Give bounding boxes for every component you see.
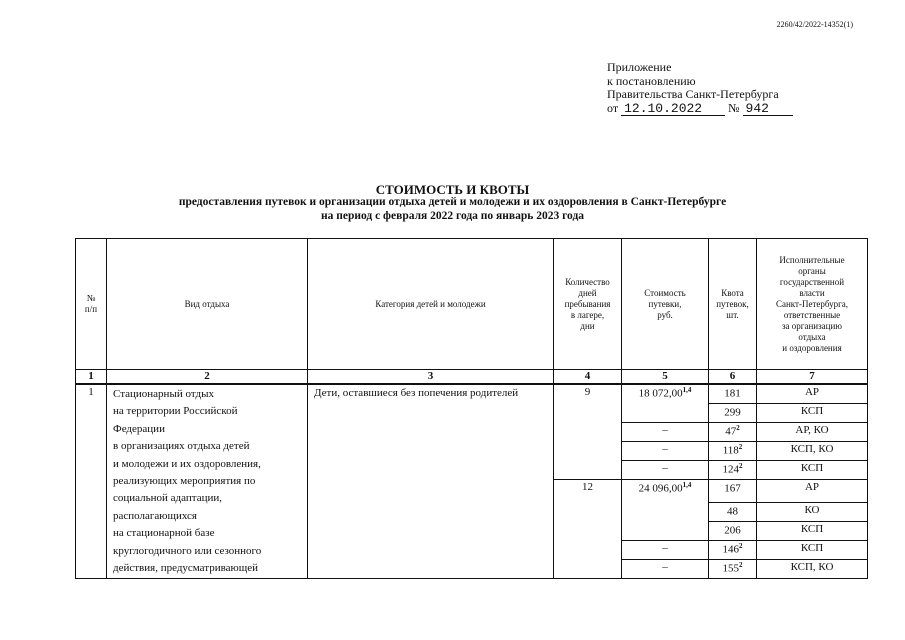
quota-value: 118 — [722, 444, 739, 457]
appendix-line-2: к постановлению — [607, 73, 696, 88]
appendix-line-3: Правительства Санкт-Петербурга — [607, 87, 779, 101]
quota-cell — [709, 461, 757, 480]
quota-value: 124 — [722, 463, 739, 476]
cost-cell-b — [622, 480, 709, 541]
cost-quota-table — [75, 238, 868, 579]
cost-dash-cell: – — [622, 541, 709, 560]
authority-cell: КСП — [757, 541, 868, 560]
authority-cell: КО — [757, 503, 868, 522]
header-row — [76, 239, 868, 370]
quota-value: 48 — [727, 506, 738, 519]
quota-footnote: 2 — [739, 462, 743, 470]
quota-value: 206 — [724, 525, 741, 538]
quota-value: 299 — [724, 406, 741, 419]
number-label: № — [728, 100, 740, 115]
authority-cell: КСП, КО — [757, 442, 868, 461]
quota-value: 47 — [725, 425, 737, 438]
doc-title: СТОИМОСТЬ И КВОТЫ — [375, 182, 530, 197]
table-row — [76, 384, 868, 404]
decree-number: 942 — [743, 102, 793, 117]
appendix-line-1: Приложение — [607, 60, 672, 74]
header-category: Категория детей и молодежи — [308, 239, 554, 370]
doc-subtitle-1: предоставления путевок и организации отдыха детей и молодежи и их оздоровления в Санкт-Петербурге — [178, 196, 727, 208]
quota-cell — [709, 503, 757, 522]
quota-cell — [709, 480, 757, 503]
cost-cell-a — [622, 384, 709, 423]
quota-cell — [709, 560, 757, 579]
rest-type-cell: Стационарный отдых на территории Российской Федерации в организациях отдыха детей и молодежи и их оздоровления, реализующих мероприятия по социальной адаптации, располагающихся на стационарной базе круглогодичного или сезонного действия, предусматривающей — [107, 384, 308, 579]
cost-a-footnote: 1,4 — [682, 386, 692, 394]
quota-value: 146 — [722, 544, 739, 557]
cost-dash-cell: – — [622, 560, 709, 579]
category-cell: Дети, оставшиеся без попечения родителей — [308, 384, 554, 579]
authority-cell: АР, КО — [757, 423, 868, 442]
quota-footnote: 2 — [739, 542, 743, 551]
quota-footnote: 2 — [736, 424, 740, 432]
quota-cell — [709, 522, 757, 541]
quota-cell — [709, 423, 757, 442]
quota-value: 155 — [722, 563, 739, 576]
from-label: от — [607, 100, 619, 115]
col-num-5: 5 — [622, 370, 709, 385]
cost-dash-cell: – — [622, 461, 709, 480]
authority-cell: АР — [757, 480, 868, 503]
col-num-1: 1 — [76, 370, 107, 385]
col-num-2: 2 — [107, 370, 308, 385]
col-num-4: 4 — [554, 370, 622, 385]
quota-value: 181 — [724, 387, 741, 400]
quota-cell — [709, 541, 757, 560]
authority-cell: АР — [757, 384, 868, 404]
quota-value: 167 — [724, 482, 741, 495]
header-quota: Квота путевок, шт. — [709, 239, 757, 370]
header-num: № п/п — [76, 239, 107, 370]
column-number-row — [76, 370, 868, 385]
row-number: 1 — [76, 384, 107, 579]
appendix-block — [607, 61, 793, 116]
authority-cell: КСП — [757, 404, 868, 423]
days-cell-b: 12 — [554, 480, 622, 579]
header-days: Количество дней пребывания в лагере, дни — [554, 239, 622, 370]
days-cell-a: 9 — [554, 384, 622, 480]
cost-a-value: 18 072,00 — [638, 387, 683, 400]
header-cost: Стоимость путевки, руб. — [622, 239, 709, 370]
appendix-line-4 — [607, 102, 793, 117]
decree-date: 12.10.2022 — [621, 102, 725, 117]
quota-cell — [709, 442, 757, 461]
document-id: 2260/42/2022-14352(1) — [776, 20, 853, 29]
quota-cell — [709, 384, 757, 404]
col-num-3: 3 — [308, 370, 554, 385]
authority-cell: КСП — [757, 461, 868, 480]
quota-footnote: 2 — [739, 561, 743, 570]
cost-b-value: 24 096,00 — [638, 482, 683, 495]
col-num-6: 6 — [709, 370, 757, 385]
quota-footnote: 2 — [738, 443, 743, 451]
cost-dash-cell: – — [622, 442, 709, 461]
quota-cell — [709, 404, 757, 423]
authority-cell: КСП — [757, 522, 868, 541]
header-authority: Исполнительные органы государственной власти Санкт-Петербурга, ответственные за организацию отдыха и оздоровления — [757, 239, 868, 370]
cost-dash-cell: – — [622, 423, 709, 442]
cost-b-footnote: 1,4 — [682, 481, 692, 489]
col-num-7: 7 — [757, 370, 868, 385]
header-type: Вид отдыха — [107, 239, 308, 370]
authority-cell: КСП, КО — [757, 560, 868, 579]
doc-subtitle-2: на период с февраля 2022 года по январь 2023 года — [320, 210, 585, 222]
